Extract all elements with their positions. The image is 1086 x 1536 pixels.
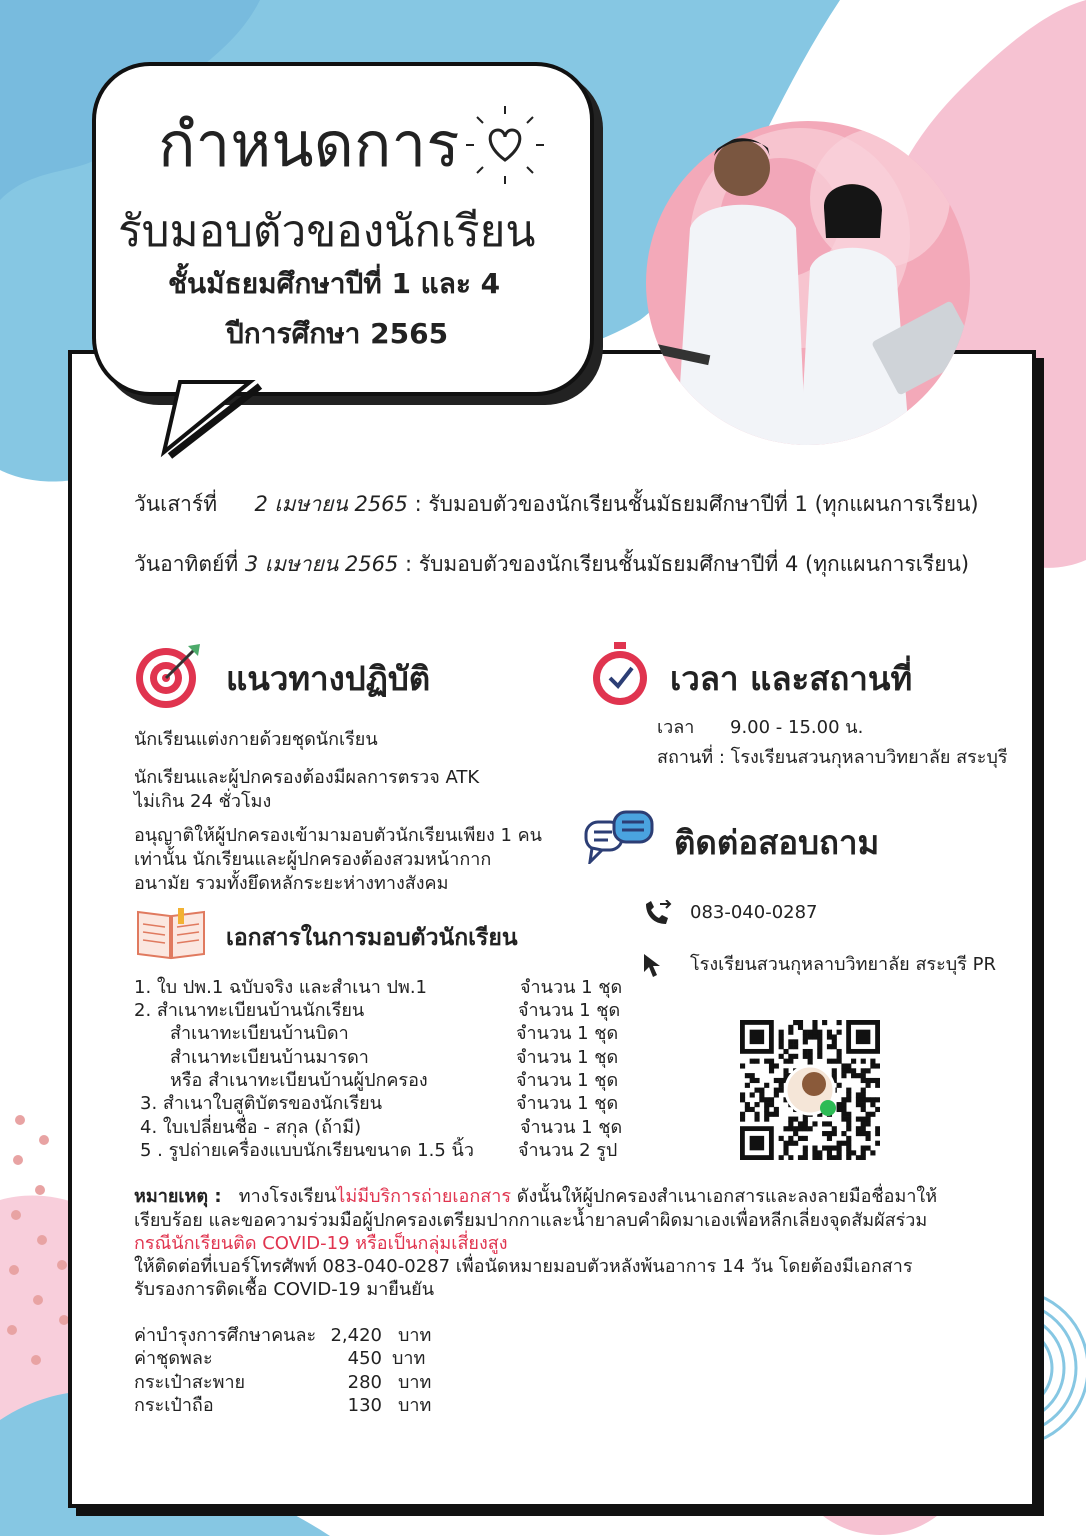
schedule-line-1 (134, 488, 979, 521)
fee-name: ค่าชุดพละ (134, 1348, 213, 1369)
schedule-date: 3 เมษายน 2565 (244, 552, 399, 576)
fee-unit: บาท (398, 1372, 432, 1393)
guideline-2b: ไม่เกิน 24 ชั่วโมง (134, 791, 272, 812)
target-icon (134, 642, 202, 710)
students-photo (630, 118, 990, 448)
note-label: หมายเหตุ : (134, 1186, 222, 1207)
fee-amount: 280 (347, 1372, 382, 1393)
note-line-2: เรียบร้อย และขอความร่วมมือผู้ปกครองเตรียมปากกาและน้ำยาลบคำผิดมาเองเพื่อหลีกเลี่ยงจุดสัมผัสร่วม (134, 1210, 928, 1231)
note-text: ทางโรงเรียน (238, 1186, 337, 1207)
contact-phone[interactable]: 083-040-0287 (690, 902, 818, 923)
note-line-3: กรณีนักเรียนติด COVID-19 หรือเป็นกลุ่มเสี่ยงสูง (134, 1233, 508, 1254)
fee-name: กระเป๋าสะพาย (134, 1372, 246, 1393)
note-line-5: รับรองการติดเชื้อ COVID-19 มายืนยัน (134, 1279, 435, 1300)
fee-name: กระเป๋าถือ (134, 1395, 214, 1416)
qr-code[interactable] (740, 1020, 880, 1160)
document-qty: จำนวน 1 ชุด (516, 1047, 619, 1068)
document-item: 4. ใบเปลี่ยนชื่อ - สกุล (ถ้ามี) (140, 1117, 362, 1138)
guideline-3a: อนุญาติให้ผู้ปกครองเข้ามามอบตัวนักเรียนเพียง 1 คน (134, 825, 542, 846)
heart-icon (460, 100, 550, 190)
fee-name: ค่าบำรุงการศึกษาคนละ (134, 1325, 317, 1346)
document-qty: จำนวน 1 ชุด (516, 1070, 619, 1091)
schedule-desc: : รับมอบตัวของนักเรียนชั้นมัธยมศึกษาปีที่ 1 (ทุกแผนการเรียน) (414, 492, 979, 516)
bubble-tail (150, 380, 280, 470)
schedule-desc: : รับมอบตัวของนักเรียนชั้นมัธยมศึกษาปีที่ 4 (ทุกแผนการเรียน) (405, 552, 970, 576)
document-item: สำเนาทะเบียนบ้านมารดา (170, 1047, 369, 1068)
document-item: สำเนาทะเบียนบ้านบิดา (170, 1023, 349, 1044)
time-place-heading: เวลา และสถานที่ (670, 659, 913, 698)
document-item: หรือ สำเนาทะเบียนบ้านผู้ปกครอง (170, 1070, 428, 1091)
chat-icon (582, 808, 656, 864)
document-item: 2. สำเนาทะเบียนบ้านนักเรียน (134, 1000, 365, 1021)
documents-heading: เอกสารในการมอบตัวนักเรียน (226, 925, 518, 951)
book-icon (134, 906, 208, 962)
note-line-1 (134, 1185, 937, 1209)
document-qty: จำนวน 1 ชุด (516, 1023, 619, 1044)
schedule-day: วันอาทิตย์ที่ (134, 552, 239, 576)
document-qty: จำนวน 1 ชุด (516, 1093, 619, 1114)
fee-unit: บาท (398, 1395, 432, 1416)
guidelines-heading: แนวทางปฏิบัติ (226, 659, 431, 698)
document-qty: จำนวน 1 ชุด (518, 1000, 621, 1021)
document-qty: จำนวน 1 ชุด (520, 1117, 623, 1138)
document-item: 3. สำเนาใบสูติบัตรของนักเรียน (140, 1093, 383, 1114)
note-highlight: ไม่มีบริการถ่ายเอกสาร (336, 1186, 512, 1207)
note-text: ดังนั้นให้ผู้ปกครองสำเนาเอกสารและลงลายมือชื่อมาให้ (511, 1186, 938, 1207)
schedule-date: 2 เมษายน 2565 (254, 492, 408, 516)
fee-amount: 130 (347, 1395, 382, 1416)
cursor-icon (642, 952, 668, 980)
fee-unit: บาท (392, 1348, 426, 1369)
time-label: เวลา (657, 717, 695, 738)
guideline-1: นักเรียนแต่งกายด้วยชุดนักเรียน (134, 729, 378, 750)
title-line3: ชั้นมัธยมศึกษาปีที่ 1 และ 4 (168, 267, 501, 300)
guideline-3b: เท่านั้น นักเรียนและผู้ปกครองต้องสวมหน้ากาก (134, 849, 492, 870)
document-qty: จำนวน 1 ชุด (520, 977, 623, 998)
contact-heading: ติดต่อสอบถาม (674, 823, 880, 862)
guideline-2a: นักเรียนและผู้ปกครองต้องมีผลการตรวจ ATK (134, 767, 480, 788)
schedule-line-2 (134, 548, 969, 581)
schedule-day: วันเสาร์ที่ (134, 492, 218, 516)
time-value: 9.00 - 15.00 น. (730, 717, 864, 738)
title-line1: กำหนดการ (158, 108, 460, 181)
fee-unit: บาท (398, 1325, 432, 1346)
phone-icon (642, 900, 672, 928)
note-line-4: ให้ติดต่อที่เบอร์โทรศัพท์ 083-040-0287 เพื่อนัดหมายมอบตัวหลังพ้นอาการ 14 วัน โดยต้องมีเอกสาร (134, 1256, 913, 1277)
document-item: 5 . รูปถ่ายเครื่องแบบนักเรียนขนาด 1.5 นิ้ว (140, 1140, 474, 1161)
document-qty: จำนวน 2 รูป (518, 1140, 618, 1161)
fee-amount: 2,420 (330, 1325, 382, 1346)
document-item: 1. ใบ ปพ.1 ฉบับจริง และสำเนา ปพ.1 (134, 977, 428, 998)
contact-page[interactable]: โรงเรียนสวนกุหลาบวิทยาลัย สระบุรี PR (690, 954, 996, 975)
title-line2: รับมอบตัวของนักเรียน (118, 206, 536, 257)
stopwatch-icon (588, 640, 652, 708)
fee-amount: 450 (347, 1348, 382, 1369)
place-text: สถานที่ : โรงเรียนสวนกุหลาบวิทยาลัย สระบุรี (657, 747, 1008, 768)
title-line4: ปีการศึกษา 2565 (226, 317, 449, 350)
guideline-3c: อนามัย รวมทั้งยึดหลักระยะห่างทางสังคม (134, 873, 449, 894)
